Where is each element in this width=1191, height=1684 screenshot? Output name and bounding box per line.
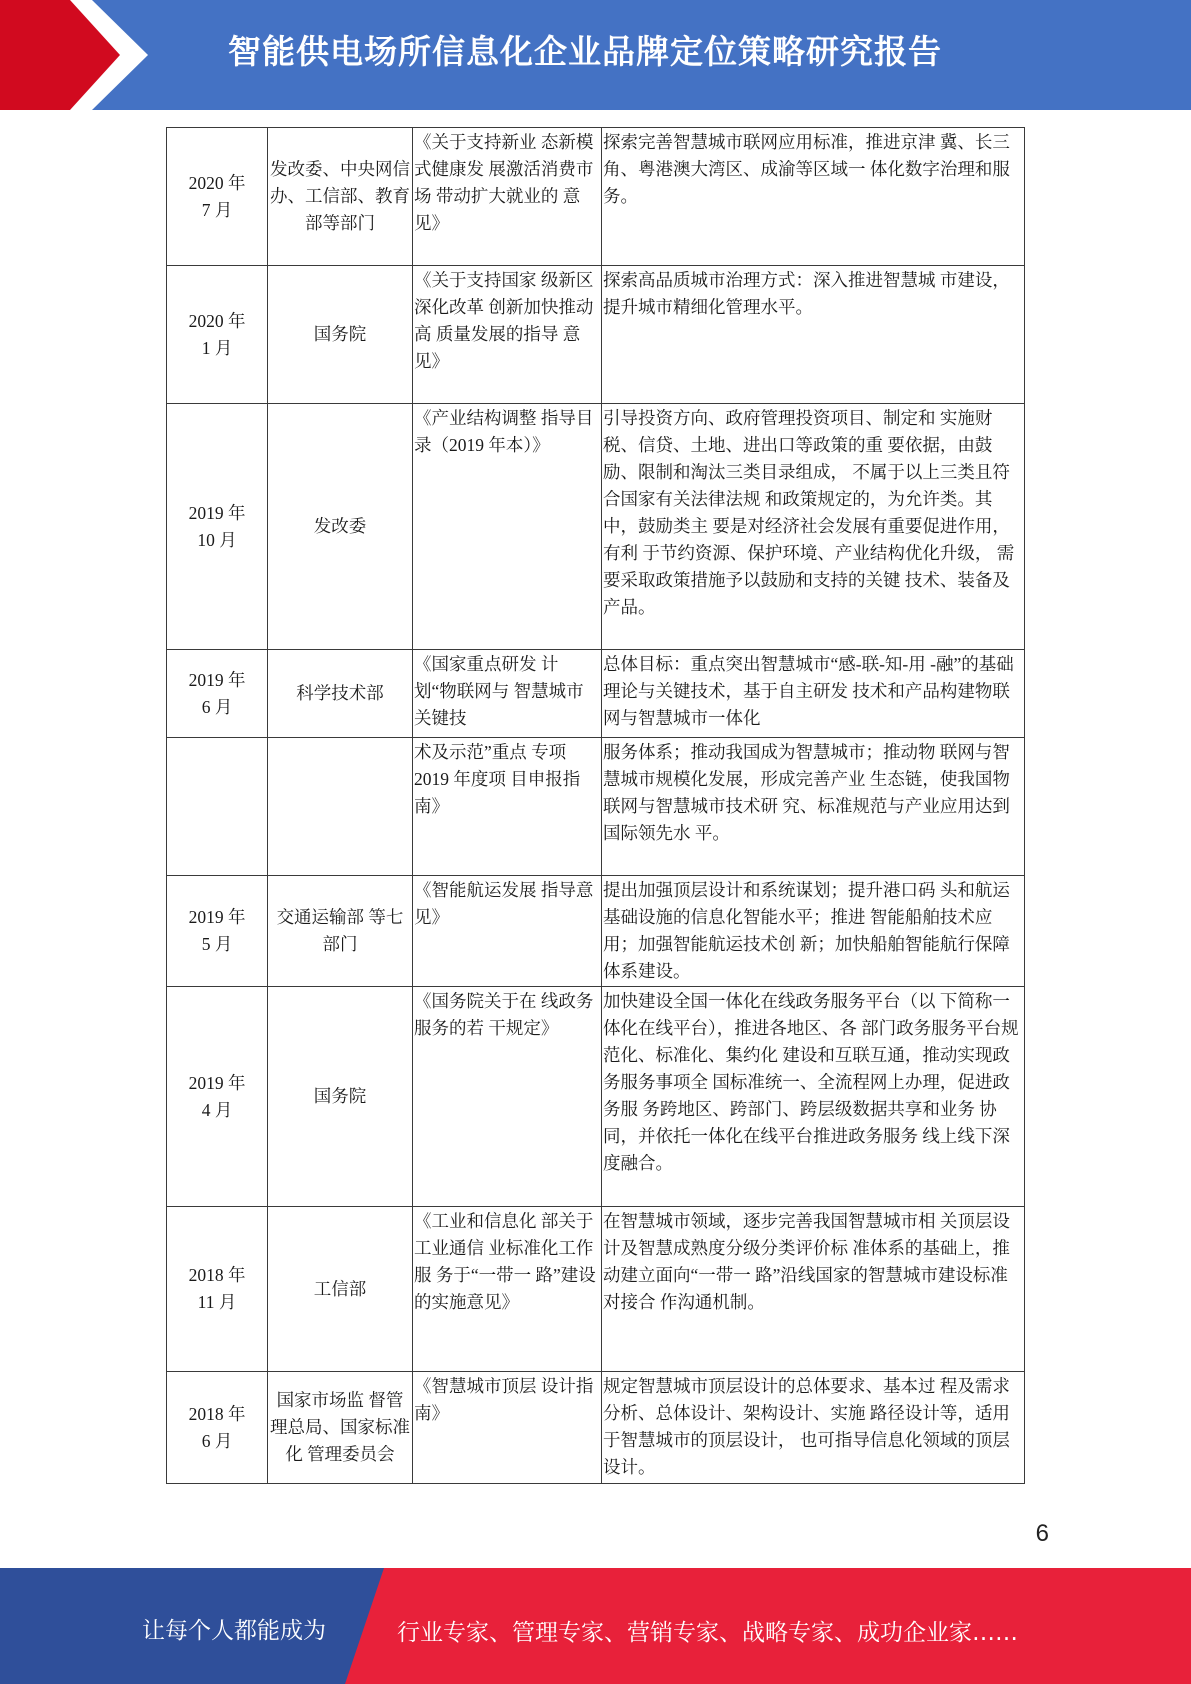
date-cell: 2019 年 10 月 <box>167 404 268 650</box>
date-cell: 2020 年 7 月 <box>167 128 268 266</box>
content-cell: 在智慧城市领域，逐步完善我国智慧城市相 关顶层设计及智慧成熟度分级分类评价标 准体系的基础上，推动建立面向“一带一 路”沿线国家的智慧城市建设标准对接合 作沟通机制。 <box>602 1207 1025 1372</box>
table-row <box>167 987 1025 1207</box>
document-cell: 《智慧城市顶层 设计指南》 <box>413 1372 602 1484</box>
date-cell: 2019 年 6 月 <box>167 650 268 738</box>
department-cell: 国务院 <box>268 987 413 1207</box>
department-cell: 交通运输部 等七部门 <box>268 876 413 987</box>
content-cell: 规定智慧城市顶层设计的总体要求、基本过 程及需求分析、总体设计、架构设计、实施 路径设计等，适用于智慧城市的顶层设计， 也可指导信息化领域的顶层设计。 <box>602 1372 1025 1484</box>
page-header <box>0 0 1191 110</box>
table-row <box>167 404 1025 650</box>
content-cell: 引导投资方向、政府管理投资项目、制定和 实施财税、信贷、土地、进出口等政策的重 要依据，由鼓励、限制和淘汰三类目录组成， 不属于以上三类且符合国家有关法律法规 和政策规定的，为允许类。其中，鼓励类主 要是对经济社会发展有重要促进作用，有利 于节约资源、保护环境、产业结构优化升级， 需要采取政策措施予以鼓励和支持的关键 技术、装备及产品。 <box>602 404 1025 650</box>
department-cell: 国家市场监 督管理总局、国家标准化 管理委员会 <box>268 1372 413 1484</box>
department-cell: 发改委 <box>268 404 413 650</box>
table-row <box>167 650 1025 738</box>
document-cell: 《智能航运发展 指导意见》 <box>413 876 602 987</box>
content-cell: 探索完善智慧城市联网应用标准，推进京津 冀、长三角、粤港澳大湾区、成渝等区域一 体化数字治理和服务。 <box>602 128 1025 266</box>
red-chevron-icon <box>0 0 150 110</box>
department-cell <box>268 738 413 876</box>
date-cell: 2019 年 5 月 <box>167 876 268 987</box>
department-cell: 科学技术部 <box>268 650 413 738</box>
content-cell: 探索高品质城市治理方式：深入推进智慧城 市建设，提升城市精细化管理水平。 <box>602 266 1025 404</box>
department-cell: 国务院 <box>268 266 413 404</box>
document-cell: 《关于支持新业 态新模式健康发 展激活消费市场 带动扩大就业的 意见》 <box>413 128 602 266</box>
table-row <box>167 266 1025 404</box>
table-row <box>167 738 1025 876</box>
document-cell: 《工业和信息化 部关于工业通信 业标准化工作服 务于“一带一 路”建设的实施意见》 <box>413 1207 602 1372</box>
footer-slogan-right: 行业专家、管理专家、营销专家、战略专家、成功企业家…… <box>397 1620 1018 1646</box>
department-cell: 工信部 <box>268 1207 413 1372</box>
report-title: 智能供电场所信息化企业品牌定位策略研究报告 <box>228 32 942 71</box>
table-row <box>167 876 1025 987</box>
date-cell: 2020 年 1 月 <box>167 266 268 404</box>
page-footer <box>0 1568 1191 1684</box>
table-row <box>167 128 1025 266</box>
page-number: 6 <box>1035 1520 1049 1547</box>
footer-slogan-left: 让每个人都能成为 <box>142 1618 326 1644</box>
date-cell <box>167 738 268 876</box>
table-row <box>167 1207 1025 1372</box>
content-cell: 服务体系；推动我国成为智慧城市；推动物 联网与智慧城市规模化发展，形成完善产业 生态链，使我国物联网与智慧城市技术研 究、标准规范与产业应用达到国际领先水 平。 <box>602 738 1025 876</box>
document-cell: 《产业结构调整 指导目录（2019 年本）》 <box>413 404 602 650</box>
date-cell: 2019 年 4 月 <box>167 987 268 1207</box>
document-cell: 《国务院关于在 线政务服务的若 干规定》 <box>413 987 602 1207</box>
department-cell: 发改委、中央网信办、工信部、教育部等部门 <box>268 128 413 266</box>
content-cell: 总体目标：重点突出智慧城市“感-联-知-用 -融”的基础理论与关键技术，基于自主研发 技术和产品构建物联网与智慧城市一体化 <box>602 650 1025 738</box>
document-cell: 术及示范”重点 专项 2019 年度项 目申报指南》 <box>413 738 602 876</box>
table-row <box>167 1372 1025 1484</box>
content-cell: 提出加强顶层设计和系统谋划；提升港口码 头和航运基础设施的信息化智能水平；推进 智能船舶技术应用；加强智能航运技术创 新；加快船舶智能航行保障体系建设。 <box>602 876 1025 987</box>
date-cell: 2018 年 11 月 <box>167 1207 268 1372</box>
document-cell: 《国家重点研发 计划“物联网与 智慧城市关键技 <box>413 650 602 738</box>
policy-table <box>166 127 1025 1484</box>
date-cell: 2018 年 6 月 <box>167 1372 268 1484</box>
document-cell: 《关于支持国家 级新区深化改革 创新加快推动高 质量发展的指导 意见》 <box>413 266 602 404</box>
content-cell: 加快建设全国一体化在线政务服务平台（以 下简称一体化在线平台），推进各地区、各 部门政务服务平台规范化、标准化、集约化 建设和互联互通，推动实现政务服务事项全 国标准统一、全流程网上办理，促进政务服 务跨地区、跨部门、跨层级数据共享和业务 协同，并依托一体化在线平台推进政务服务 线上线下深度融合。 <box>602 987 1025 1207</box>
